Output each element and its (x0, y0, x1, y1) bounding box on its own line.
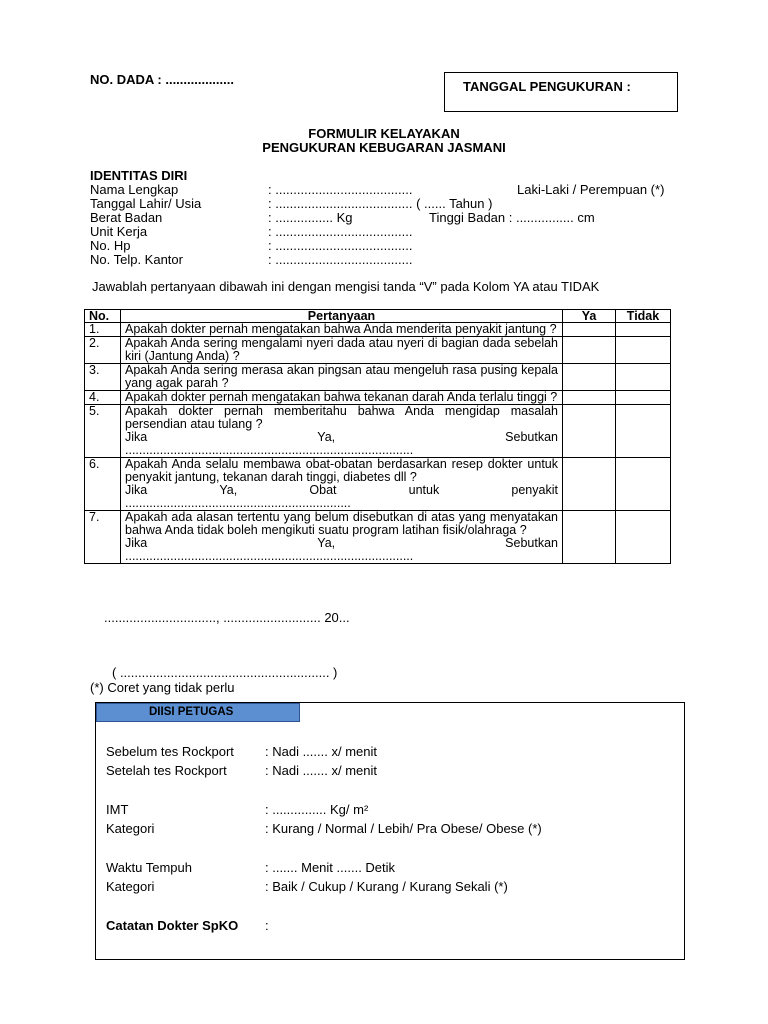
kategori-imt-options[interactable]: : Kurang / Normal / Lebih/ Pra Obese/ Obese (*) (265, 821, 542, 836)
col-pertanyaan-header: Pertanyaan (121, 310, 563, 323)
footnote: (*) Coret yang tidak perlu (90, 680, 235, 695)
tidak-checkbox[interactable] (616, 511, 671, 564)
follow-word: Jika (125, 430, 148, 444)
tanggal-lahir-label: Tanggal Lahir/ Usia (90, 196, 202, 211)
table-row (85, 458, 671, 511)
identitas-heading: IDENTITAS DIRI (90, 168, 188, 183)
form-subtitle: PENGUKURAN KEBUGARAN JASMANI (262, 140, 506, 155)
follow-word: Ya, (317, 536, 336, 550)
gender-option[interactable]: Laki-Laki / Perempuan (*) (517, 182, 665, 197)
ya-checkbox[interactable] (563, 337, 616, 364)
nama-label: Nama Lengkap (90, 182, 179, 197)
tanggal-pengukuran-box[interactable] (444, 72, 678, 112)
ya-checkbox[interactable] (563, 391, 616, 405)
tidak-checkbox[interactable] (616, 337, 671, 364)
follow-word: Jika (125, 536, 148, 550)
table-row (85, 405, 671, 458)
tidak-checkbox[interactable] (616, 458, 671, 511)
question-text: Apakah dokter pernah mengatakan bahwa tekanan darah Anda terlalu tinggi ? (121, 391, 563, 405)
row-number: 3. (85, 364, 121, 391)
question-text: Apakah Anda sering merasa akan pingsan atau mengeluh rasa pusing kepala yang agak parah ? (121, 364, 563, 391)
signature-name-field[interactable]: ( .......................................................... ) (112, 665, 338, 680)
ya-checkbox[interactable] (563, 323, 616, 337)
ya-checkbox[interactable] (563, 511, 616, 564)
row-number: 1. (85, 323, 121, 337)
unit-kerja-field[interactable]: : ...................................... (268, 224, 413, 239)
tidak-checkbox[interactable] (616, 391, 671, 405)
question-cell (121, 405, 563, 458)
table-header-row (85, 310, 671, 323)
question-text: Apakah ada alasan tertentu yang belum disebutkan di atas yang menyatakan bahwa Anda tidak boleh mengikuti suatu program latihan fisik/olahraga ? (125, 510, 558, 537)
tidak-checkbox[interactable] (616, 405, 671, 458)
question-text: Apakah dokter pernah memberitahu bahwa Anda mengidap masalah persendian atau tulang ? (125, 404, 558, 431)
table-row (85, 364, 671, 391)
follow-word: Sebutkan (505, 536, 558, 550)
tanggal-lahir-field[interactable]: : ...................................... ( ...... Tahun ) (268, 196, 493, 211)
tinggi-badan-field[interactable]: Tinggi Badan : ................ cm (429, 210, 595, 225)
follow-word: Ya, (317, 430, 336, 444)
berat-badan-label: Berat Badan (90, 210, 163, 225)
petugas-section (95, 702, 685, 960)
table-row (85, 337, 671, 364)
no-telp-kantor-field[interactable]: : ...................................... (268, 252, 413, 267)
imt-field[interactable]: : ............... Kg/ m² (265, 802, 369, 817)
instruction-text: Jawablah pertanyaan dibawah ini dengan mengisi tanda “V” pada Kolom YA atau TIDAK (92, 279, 600, 294)
tidak-checkbox[interactable] (616, 364, 671, 391)
question-cell (121, 511, 563, 564)
question-text: Apakah Anda selalu membawa obat-obatan berdasarkan resep dokter untuk penyakit jantung, tekanan darah tinggi, diabetes dll ? (125, 457, 558, 484)
no-telp-kantor-label: No. Telp. Kantor (90, 252, 183, 267)
no-dada-field[interactable]: NO. DADA : ................... (90, 72, 234, 87)
follow-word: Obat (309, 483, 337, 497)
unit-kerja-label: Unit Kerja (90, 224, 148, 239)
ya-checkbox[interactable] (563, 364, 616, 391)
question-text: Apakah dokter pernah mengatakan bahwa Anda menderita penyakit jantung ? (121, 323, 563, 337)
questionnaire-table (84, 309, 671, 564)
row-number: 6. (85, 458, 121, 511)
tidak-checkbox[interactable] (616, 323, 671, 337)
petugas-heading: DIISI PETUGAS (96, 703, 300, 722)
kategori-imt-label: Kategori (106, 821, 155, 836)
question-cell (121, 458, 563, 511)
row-number: 2. (85, 337, 121, 364)
ya-checkbox[interactable] (563, 458, 616, 511)
question-text: Apakah Anda sering mengalami nyeri dada atau nyeri di bagian dada sebelah kiri (Jantung Anda) ? (121, 337, 563, 364)
col-tidak-header: Tidak (616, 310, 671, 323)
col-no-header: No. (85, 310, 121, 323)
imt-label: IMT (106, 802, 129, 817)
catatan-dokter-label: Catatan Dokter SpKO (106, 918, 239, 933)
waktu-tempuh-label: Waktu Tempuh (106, 860, 192, 875)
row-number: 4. (85, 391, 121, 405)
sebelum-tes-label: Sebelum tes Rockport (106, 744, 234, 759)
tanggal-pengukuran-label: TANGGAL PENGUKURAN : (463, 79, 631, 94)
no-hp-label: No. Hp (90, 238, 131, 253)
follow-word: Ya, (219, 483, 238, 497)
waktu-tempuh-field[interactable]: : ....... Menit ....... Detik (265, 860, 396, 875)
follow-word: Sebutkan (505, 430, 558, 444)
berat-badan-field[interactable]: : ................ Kg (268, 210, 353, 225)
follow-word: penyakit (511, 483, 558, 497)
nama-field[interactable]: : ...................................... (268, 182, 413, 197)
sebelum-tes-field[interactable]: : Nadi ....... x/ menit (265, 744, 377, 759)
follow-word: Jika (125, 483, 148, 497)
row-number: 7. (85, 511, 121, 564)
table-row (85, 511, 671, 564)
form-title: FORMULIR KELAYAKAN (308, 126, 460, 141)
row-number: 5. (85, 405, 121, 458)
no-hp-field[interactable]: : ...................................... (268, 238, 413, 253)
setelah-tes-field[interactable]: : Nadi ....... x/ menit (265, 763, 377, 778)
answer-dots[interactable]: ................................................................. (125, 496, 351, 510)
follow-word: untuk (408, 483, 440, 497)
kategori-waktu-label: Kategori (106, 879, 155, 894)
setelah-tes-label: Setelah tes Rockport (106, 763, 227, 778)
ya-checkbox[interactable] (563, 405, 616, 458)
table-row (85, 323, 671, 337)
table-row (85, 391, 671, 405)
kategori-waktu-options[interactable]: : Baik / Cukup / Kurang / Kurang Sekali (*) (265, 879, 508, 894)
col-ya-header: Ya (563, 310, 616, 323)
answer-dots[interactable]: ................................................................................... (125, 443, 414, 457)
place-date-field[interactable]: ..............................., ........................... 20... (104, 610, 350, 625)
catatan-dokter-field[interactable]: : (265, 918, 269, 933)
answer-dots[interactable]: ................................................................................... (125, 549, 414, 563)
